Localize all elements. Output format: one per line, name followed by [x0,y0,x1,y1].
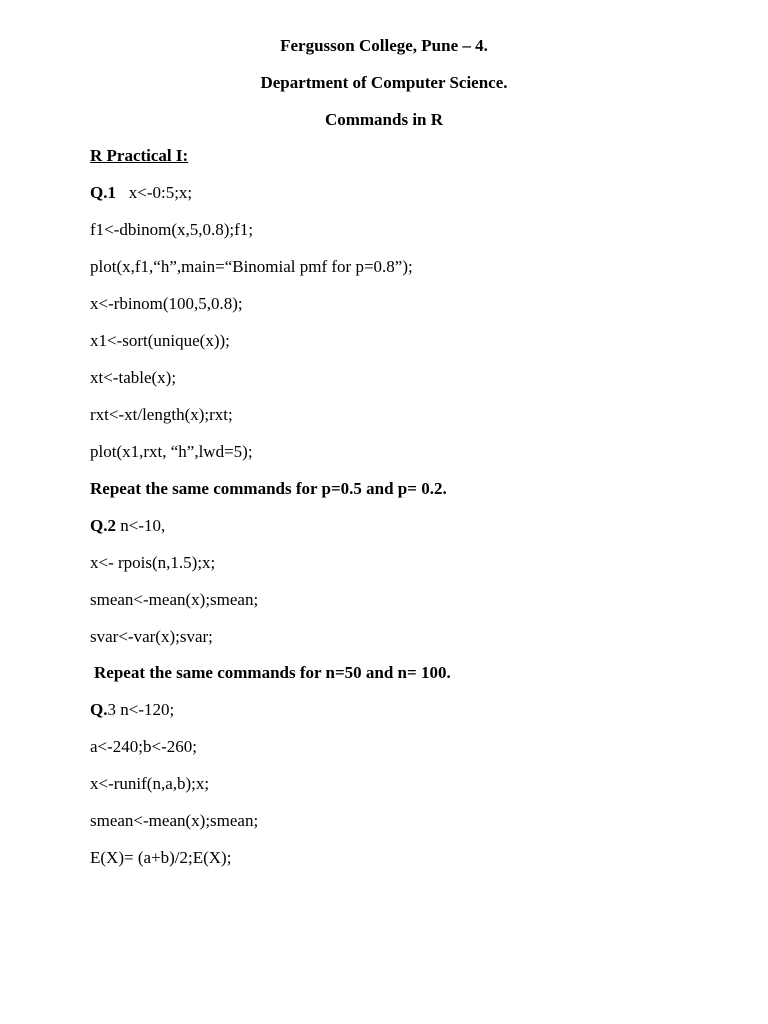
code-line: x1<-sort(unique(x)); [90,331,230,350]
code-line: rxt<-xt/length(x);rxt; [90,405,233,424]
code-line: smean<-mean(x);smean; [90,590,259,609]
q2-first-command: n<-10, [120,516,166,535]
q3-label-number: 3 [107,700,116,719]
q3-first-command: n<-120; [120,700,175,719]
q1-repeat-note: Repeat the same commands for p=0.5 and p= 0.2. [90,479,447,498]
code-line: svar<-var(x);svar; [90,627,213,646]
q2-heading [90,516,165,536]
department-name: Department of Computer Science. [260,73,508,92]
code-line: plot(x1,rxt, “h”,lwd=5); [90,442,253,461]
code-line: xt<-table(x); [90,368,177,387]
q1-heading [90,183,192,203]
q2-label: Q.2 [90,516,116,535]
section-title: R Practical I: [90,146,189,165]
code-line: x<-rbinom(100,5,0.8); [90,294,243,313]
code-line: E(X)= (a+b)/2;E(X); [90,848,232,867]
q3-heading [90,700,174,720]
code-line: x<-runif(n,a,b);x; [90,774,210,793]
q3-label: Q. [90,700,108,719]
code-line: smean<-mean(x);smean; [90,811,259,830]
document-title: Commands in R [324,110,444,129]
q1-label: Q.1 [90,183,116,202]
q2-repeat-note: Repeat the same commands for n=50 and n= 100. [94,663,451,682]
code-line: f1<-dbinom(x,5,0.8);f1; [90,220,254,239]
college-name: Fergusson College, Pune – 4. [280,36,488,55]
code-line: plot(x,f1,“h”,main=“Binomial pmf for p=0.8”); [90,257,413,276]
code-line: x<- rpois(n,1.5);x; [90,553,216,572]
code-line: a<-240;b<-260; [90,737,197,756]
q1-first-command: x<-0:5;x; [128,183,193,202]
